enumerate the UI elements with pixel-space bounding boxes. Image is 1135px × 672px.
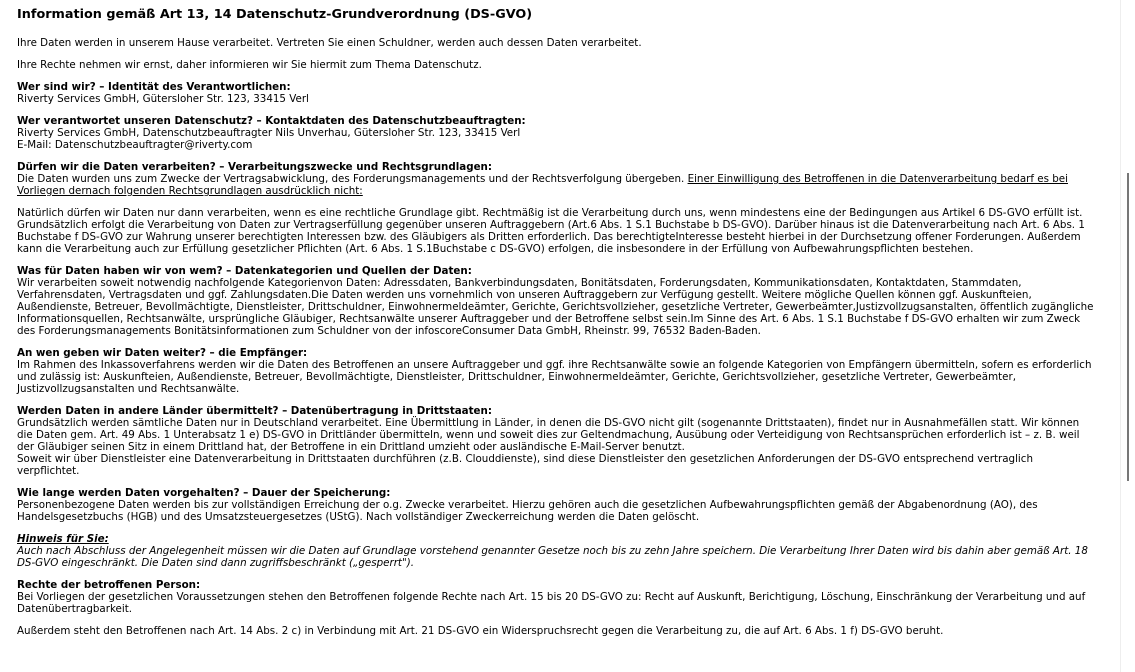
page-title: Information gemäß Art 13, 14 Datenschutz-Grundverordnung (DS-GVO)	[17, 7, 533, 22]
section-text: Riverty Services GmbH, Gütersloher Str. 123, 33415 Verl	[17, 93, 309, 105]
section-recipients	[17, 347, 1097, 395]
intro-paragraph-2: Ihre Rechte nehmen wir ernst, daher informieren wir Sie hiermit zum Thema Datenschutz.	[17, 59, 482, 71]
section-heading: Dürfen wir die Daten verarbeiten? – Verarbeitungszwecke und Rechtsgrundlagen:	[17, 161, 493, 173]
section-text: Personenbezogene Daten werden bis zur vollständigen Erreichung der o.g. Zwecke verarbeitet. Hierzu gehören auch die gesetzlichen Aufbewahrungspflichten gemäß der Abgabenordnung (AO), des Handelsgesetzbuchs (HGB) und des Umsatzsteuergesetzes (UStG). Nach vollständiger Zweckerreichung werden die Daten gelöscht.	[17, 499, 1038, 523]
section-text	[17, 173, 1097, 197]
section-heading: An wen geben wir Daten weiter? – die Empfänger:	[17, 347, 308, 359]
section-heading: Wie lange werden Daten vorgehalten? – Dauer der Speicherung:	[17, 487, 391, 499]
legal-basis-text: Die Daten wurden uns zum Zwecke der Vertragsabwicklung, des Forderungsmanagements und der Rechtsverfolgung übergeben.	[17, 173, 688, 185]
section-heading: Wer verantwortet unseren Datenschutz? – Kontaktdaten des Datenschutzbeauftragten:	[17, 115, 526, 127]
section-retention	[17, 487, 1097, 523]
section-text-2: Soweit wir über Dienstleister eine Datenverarbeitung in Drittstaaten durchführen (z.B. Clouddienste), sind diese Dienstleister den gesetzlichen Anforderungen der DS-GVO entsprechend vertraglich verpflichtet.	[17, 453, 1033, 477]
section-data-categories	[17, 265, 1097, 337]
section-heading: Was für Daten haben wir von wem? – Datenkategorien und Quellen der Daten:	[17, 265, 472, 277]
section-dpo	[17, 115, 1097, 151]
section-text: Bei Vorliegen der gesetzlichen Voraussetzungen stehen den Betroffenen folgende Rechte nach Art. 15 bis 20 DS-GVO zu: Recht auf Auskunft, Berichtigung, Löschung, Einschränkung der Verarbeitung und auf Datenübertragbarkeit.	[17, 591, 1086, 615]
hint-heading: Hinweis für Sie:	[17, 533, 109, 545]
section-heading: Rechte der betroffenen Person:	[17, 579, 201, 591]
dpo-email: E-Mail: Datenschutzbeauftragter@riverty.com	[17, 139, 253, 151]
section-legal-basis	[17, 161, 1097, 197]
objection-right: Außerdem steht den Betroffenen nach Art. 14 Abs. 2 c) in Verbindung mit Art. 21 DS-GVO ein Widerspruchsrecht gegen die Verarbeitung zu, die auf Art. 6 Abs. 1 f) DS-GVO beruht.	[17, 625, 944, 637]
section-text: Wir verarbeiten soweit notwendig nachfolgende Kategorienvon Daten: Adressdaten, Bankverbindungsdaten, Bonitätsdaten, Forderungsdaten, Kommunikationsdaten, Kontaktdaten, Stammdaten, Verfahrensdaten, Vertragsdaten und ggf. Zahlungsdaten.Die Daten werden uns vornehmlich von unseren Auftraggebern zur Verfügung gestellt. Weitere mögliche Quellen können ggf. Auskunfteien, Außendienste, Betreuer, Bevollmächtigte, Dienstleister, Drittschuldner, Einwohnermeldeämter, Gerichte, Gerichtsvollzieher, gesetzliche Vertreter, Gewerbeämter,Justizvollzugsanstalten, öffentlich zugängliche Informationsquellen, Rechtsanwälte, ursprüngliche Gläubiger, Rechtsanwälte unserer Auftraggeber und der Betroffene selbst sein.Im Sinne des Art. 6 Abs. 1 S.1 Buchstabe f DS-GVO erhalten wir zum Zweck des Forderungsmanagements Bonitätsinformationen zum Schuldner von der infoscoreConsumer Data GmbH, Rheinstr. 99, 76532 Baden-Baden.	[17, 277, 1094, 337]
legal-basis-details: Natürlich dürfen wir Daten nur dann verarbeiten, wenn es eine rechtliche Grundlage gibt. Rechtmäßig ist die Verarbeitung durch uns, wenn mindestens eine der Bedingungen aus Artikel 6 DS-GVO erfüllt ist. Grundsätzlich erfolgt die Verarbeitung von Daten zur Vertragserfüllung gegenüber unseren Auftraggebern (Art.6 Abs. 1 S.1 Buchstabe b DS-GVO). Darüber hinaus ist die Datenverarbeitung nach Art. 6 Abs. 1 Buchstabe f DS-GVO zur Wahrung unserer berechtigten Interessen bzw. des Gläubigers als Dritten erforderlich. Das berechtigteInteresse besteht hierbei in der Durchsetzung offener Forderungen. Außerdem kann die Verarbeitung auch zur Erfüllung gesetzlicher Pflichten (Art. 6 Abs. 1 S.1Buchstabe c DS-GVO) erfolgen, die insbesondere in der Erfüllung von Aufbewahrungspflichten bestehen.	[17, 207, 1085, 255]
intro-paragraph-1: Ihre Daten werden in unserem Hause verarbeitet. Vertreten Sie einen Schuldner, werden auch dessen Daten verarbeitet.	[17, 37, 642, 49]
section-heading: Werden Daten in andere Länder übermittelt? – Datenübertragung in Drittstaaten:	[17, 405, 492, 417]
consent-note: Einer Einwilligung des Betroffenen in die Datenverarbeitung bedarf es bei Vorliegen dernach folgenden Rechtsgrundlagen ausdrücklich nicht:	[17, 173, 1068, 197]
scrollbar-thumb[interactable]	[1127, 173, 1129, 481]
section-controller	[17, 81, 1097, 105]
section-text: Riverty Services GmbH, Datenschutzbeauftragter Nils Unverhau, Gütersloher Str. 123, 33415 Verl	[17, 127, 521, 139]
hint-text: Auch nach Abschluss der Angelegenheit müssen wir die Daten auf Grundlage vorstehend genannter Gesetze noch bis zu zehn Jahre speichern. Die Verarbeitung Ihrer Daten wird bis dahin aber gemäß Art. 18 DS-GVO eingeschränkt. Die Daten sind dann zugriffsbeschränkt („gesperrt").	[17, 545, 1088, 569]
section-hint	[17, 533, 1097, 569]
section-text: Grundsätzlich werden sämtliche Daten nur in Deutschland verarbeitet. Eine Übermittlung in Länder, in denen die DS-GVO nicht gilt (sogenannte Drittstaaten), findet nur in Ausnahmefällen statt. Wir können die Daten gem. Art. 49 Abs. 1 Unterabsatz 1 e) DS-GVO in Drittländer übermitteln, wenn und soweit dies zur Geltendmachung, Ausübung oder Verteidigung von Rechtsansprüchen erforderlich ist – z. B. weil der Gläubiger seinen Sitz in einem Drittland hat, der Betroffene in ein Drittland umzieht oder ausländische E-Mail-Server benutzt.	[17, 417, 1080, 453]
section-rights	[17, 579, 1097, 615]
vertical-scrollbar[interactable]	[1120, 0, 1135, 672]
section-text: Im Rahmen des Inkassoverfahrens werden wir die Daten des Betroffenen an unsere Auftraggeber und ggf. ihre Rechtsanwälte sowie an folgende Kategorien von Empfängern übermitteln, sofern es erforderlich und zulässig ist: Auskunfteien, Außendienste, Betreuer, Bevollmächtigte, Dienstleister, Drittschuldner, Einwohnermeldeämter, Gerichte, Gerichtsvollzieher, gesetzliche Vertreter, Gewerbeämter, Justizvollzugsanstalten und Rechtsanwälte.	[17, 359, 1092, 395]
section-heading: Wer sind wir? – Identität des Verantwortlichen:	[17, 81, 291, 93]
section-third-countries	[17, 405, 1097, 477]
privacy-document	[17, 7, 1097, 637]
